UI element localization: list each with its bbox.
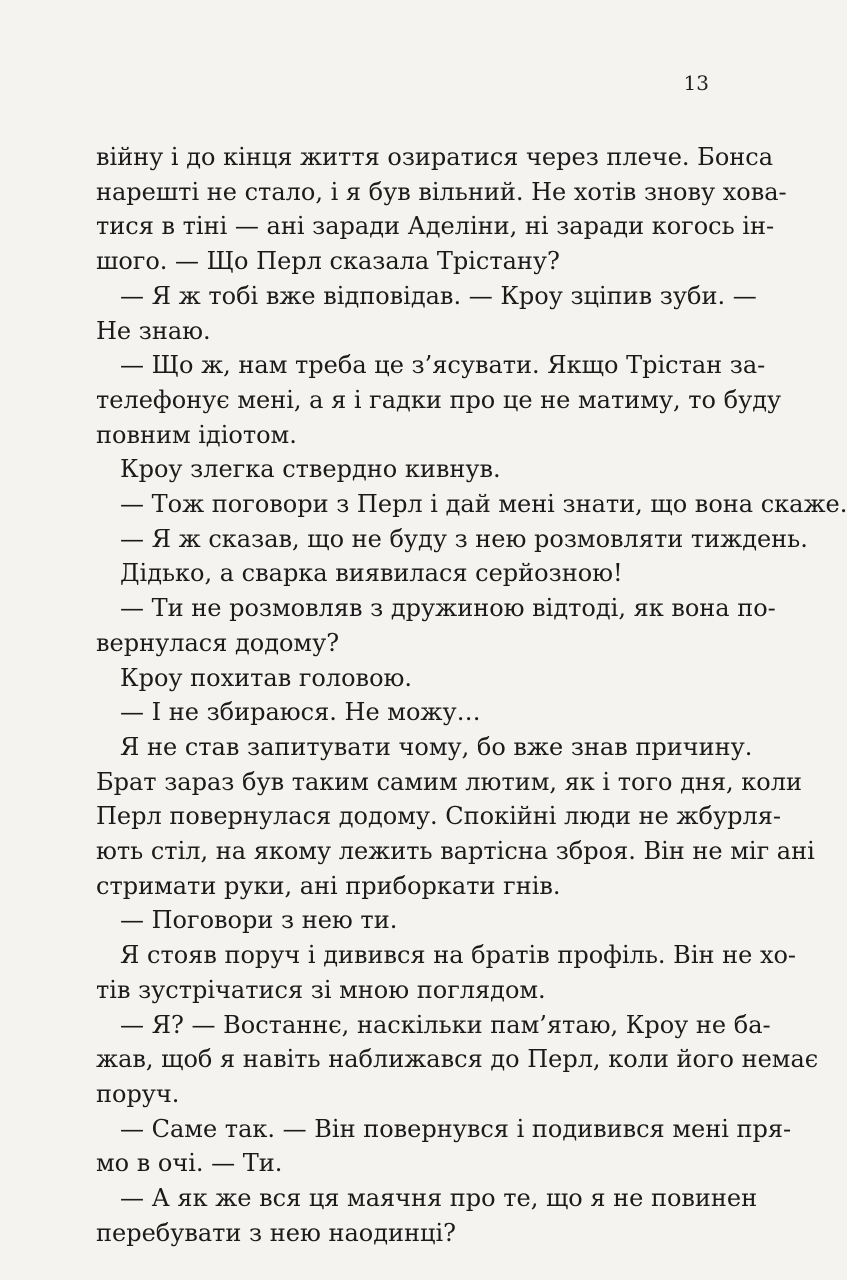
text-line: поруч. xyxy=(96,1079,180,1108)
text-line: стримати руки, ані приборкати гнів. xyxy=(96,871,561,900)
text-line: Перл повернулася додому. Спокійні люди не жбурля- xyxy=(96,802,781,831)
text-line: Кроу похитав головою. xyxy=(120,663,413,692)
page-number: 13 xyxy=(683,71,709,95)
text-line: Я стояв поруч і дивився на братів профіль. Він не хо- xyxy=(120,941,797,970)
text-line: жав, щоб я навіть наближався до Перл, коли його немає xyxy=(96,1045,819,1074)
text-line: нарешті не стало, і я був вільний. Не хотів знову хова- xyxy=(96,177,787,206)
body-text xyxy=(96,140,847,1251)
text-line: — Я ж сказав, що не буду з нею розмовляти тиждень. xyxy=(120,524,808,553)
text-line: шого. — Що Перл сказала Трістану? xyxy=(96,247,560,276)
text-line: — Ти не розмовляв з дружиною відтоді, як вона по- xyxy=(120,594,776,623)
text-line: перебувати з нею наодинці? xyxy=(96,1218,456,1247)
text-line: війну і до кінця життя озиратися через плече. Бонса xyxy=(96,143,774,171)
text-line: Я не став запитувати чому, бо вже знав причину. xyxy=(120,732,753,761)
text-line: — Тож поговори з Перл і дай мені знати, що вона скаже. xyxy=(120,490,847,519)
text-line: — Я? — Востаннє, наскільки пам’ятаю, Кроу не ба- xyxy=(120,1010,771,1039)
text-line: — А як же вся ця маячня про те, що я не повинен xyxy=(120,1184,758,1213)
text-line: Кроу злегка ствердно кивнув. xyxy=(120,455,501,484)
text-line: — Саме так. — Він повернувся і подивився мені пря- xyxy=(120,1114,792,1143)
text-line: тися в тіні — ані заради Аделіни, ні заради когось ін- xyxy=(96,212,775,241)
text-line: — Я ж тобі вже відповідав. — Кроу зціпив зуби. — xyxy=(120,281,757,310)
text-line: — Поговори з нею ти. xyxy=(120,906,398,935)
text-line: мо в очі. — Ти. xyxy=(96,1149,283,1178)
text-line: Брат зараз був таким самим лютим, як і того дня, коли xyxy=(96,767,802,796)
text-line: Дідько, а сварка виявилася серйозною! xyxy=(120,559,623,588)
text-line: повним ідіотом. xyxy=(96,420,297,449)
text-line: — І не збираюся. Не можу… xyxy=(120,698,481,727)
text-line: тів зустрічатися зі мною поглядом. xyxy=(96,975,546,1004)
text-line: — Що ж, нам треба це з’ясувати. Якщо Трістан за- xyxy=(120,351,766,380)
text-line: ють стіл, на якому лежить вартісна зброя. Він не міг ані xyxy=(96,837,815,866)
text-line: телефонує мені, а я і гадки про це не матиму, то буду xyxy=(96,385,782,414)
text-line: Не знаю. xyxy=(96,316,211,345)
text-line: вернулася додому? xyxy=(96,628,340,657)
